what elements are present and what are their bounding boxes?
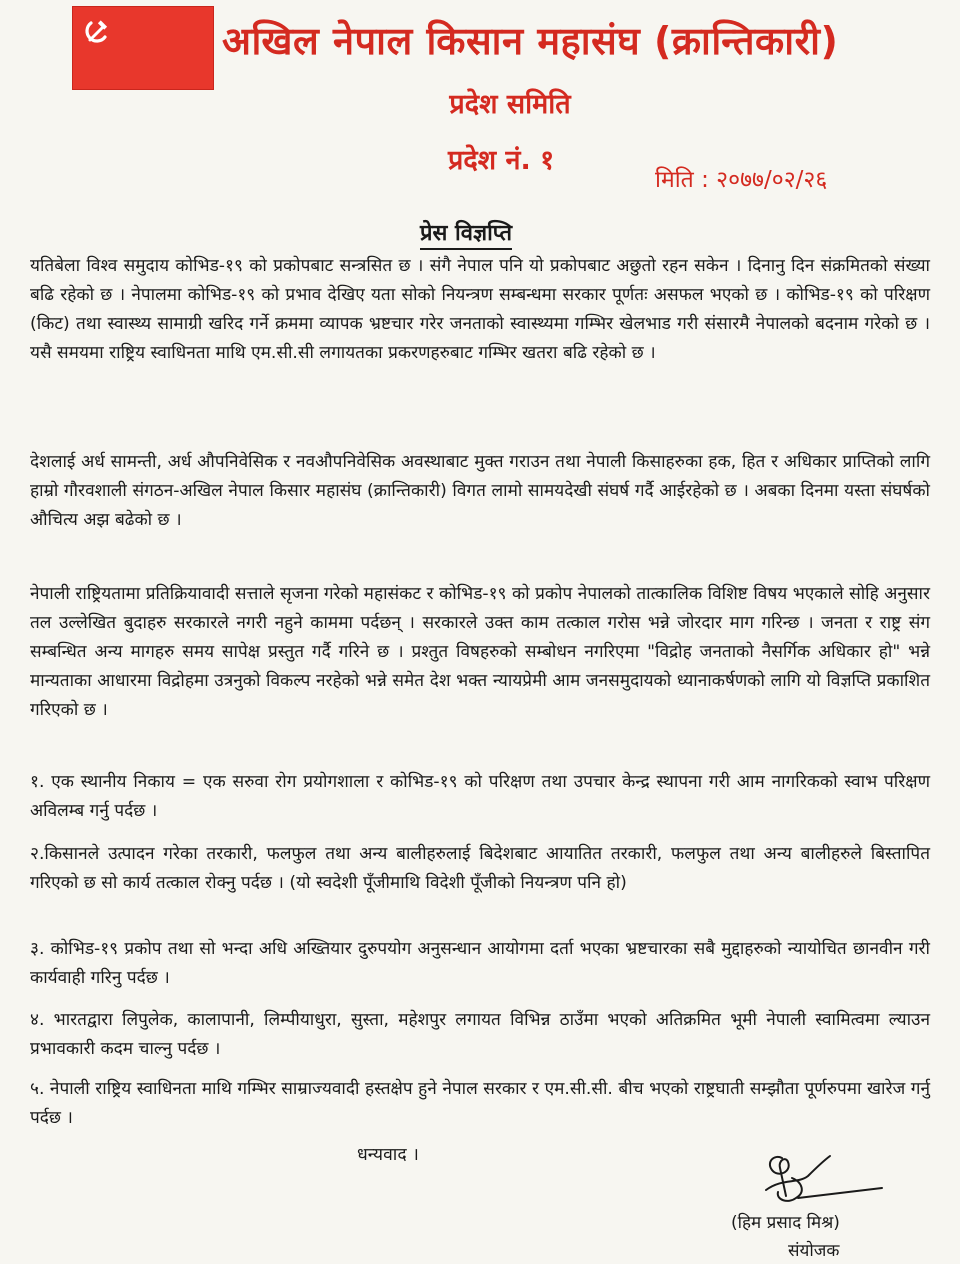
demand-item-1: १. एक स्थानीय निकाय = एक सरुवा रोग प्रयोगशाला र कोभिड-१९ को परिक्षण तथा उपचार केन्द्र स्थापना गरी आम नागरिकको स्वाभ परिक्षण अविलम्ब गर्नु पर्दछ । bbox=[30, 772, 930, 821]
date: मिति : २०७७/०२/२६ bbox=[655, 167, 828, 193]
demand-item-3: ३. कोभिड-१९ प्रकोप तथा सो भन्दा अधि अख्तियार दुरुपयोग अनुसन्धान आयोगमा दर्ता भएका भ्रष्टचारका सबै मुद्दाहरुको न्यायोचित छानवीन गरी कार्यवाही गरिनु पर्दछ । bbox=[30, 939, 930, 988]
signature-image bbox=[752, 1148, 902, 1218]
press-release-heading: प्रेस विज्ञप्ति bbox=[420, 217, 512, 250]
signer-name: (हिम प्रसाद मिश्र) bbox=[731, 1213, 840, 1233]
party-flag bbox=[72, 6, 214, 90]
paragraph-1: यतिबेला विश्व समुदाय कोभिड-१९ को प्रकोपबाट सन्त्रसित छ । संगै नेपाल पनि यो प्रकोपबाट अछुतो रहन सकेन । दिनानु दिन संक्रमितको संख्या बढि रहेको छ । नेपालमा कोभिड-१९ को प्रभाव देखिए यता सोको नियन्त्रण सम्बन्धमा सरकार पूर्णतः असफल भएको छ । कोभिड-१९ को परिक्षण (किट) तथा स्वास्थ्य सामाग्री खरिद गर्ने क्रममा व्यापक भ्रष्टचार गरेर जनताको स्वास्थ्यमा गम्भिर खेलभाड गरी संसारमै नेपालको बदनाम गरेको छ । यसै समयमा राष्ट्रिय स्वाधिनता माथि एम.सी.सी लगायतका प्रकरणहरुबाट गम्भिर खतरा बढि रहेको छ । bbox=[30, 256, 930, 363]
paragraph-3: नेपाली राष्ट्रियतामा प्रतिक्रियावादी सत्ताले सृजना गरेको महासंकट र कोभिड-१९ को प्रकोप नेपालको तात्कालिक विशिष्ट विषय भएकाले सोहि अनुसार तल उल्लेखित बुदाहरु सरकारले नगरी नहुने काममा पर्दछन् । सरकारले उक्त काम तत्काल गरोस भन्ने जोरदार माग गरिन्छ । जनता र राष्ट्र संग सम्बन्धित अन्य मागहरु समय सापेक्ष प्रस्तुत गर्दै गरिने छ । प्रश्तुत विषहरुको सम्बोधन नगरिएमा "विद्रोह जनताको नैसर्गिक अधिकार हो" भन्ने मान्यताका आधारमा विद्रोहमा उत्रनुको विकल्प नरहेको भन्ने समेत देश भक्त न्यायप्रेमी आम जनसमुदायको ध्यानाकर्षणको लागि यो विज्ञप्ति प्रकाशित गरिएको छ । bbox=[30, 584, 930, 720]
closing-thanks: धन्यवाद । bbox=[357, 1145, 419, 1165]
committee-name: प्रदेश समिति bbox=[449, 89, 571, 120]
paragraph-2: देशलाई अर्ध सामन्ती, अर्ध औपनिवेसिक र नवऔपनिवेसिक अवस्थाबाट मुक्त गराउन तथा नेपाली किसाहरुका हक, हित र अधिकार प्राप्तिको लागि हाम्रो गौरवशाली संगठन-अखिल नेपाल किसार महासंघ (क्रान्तिकारी) विगत लामो सामयदेखी संघर्ष गर्दै आईरहेको छ । अबका दिनमा यस्ता संघर्षको औचित्य अझ बढेको छ । bbox=[30, 452, 930, 530]
demand-item-4: ४. भारतद्वारा लिपुलेक, कालापानी, लिम्पीयाधुरा, सुस्ता, महेशपुर लगायत विभिन्न ठाउँमा भएको अतिक्रमित भूमी नेपाली स्वामित्वमा ल्याउन प्रभावकारी कदम चाल्नु पर्दछ । bbox=[30, 1010, 930, 1059]
demand-item-2: २.किसानले उत्पादन गरेका तरकारी, फलफुल तथा अन्य बालीहरुलाई बिदेशबाट आयातित तरकारी, फलफुल तथा अन्य बालीहरुले बिस्तापित गरिएको छ सो कार्य तत्काल रोक्नु पर्दछ । (यो स्वदेशी पूँजीमाथि विदेशी पूँजीको नियन्त्रण पनि हो) bbox=[30, 844, 930, 893]
hammer-and-sickle-icon bbox=[83, 17, 113, 47]
province-number: प्रदेश नं. १ bbox=[448, 145, 555, 176]
organization-name: अखिल नेपाल किसान महासंघ (क्रान्तिकारी) bbox=[222, 19, 839, 63]
signer-title: संयोजक bbox=[788, 1241, 840, 1261]
demand-item-5: ५. नेपाली राष्ट्रिय स्वाधिनता माथि गम्भिर साम्राज्यवादी हस्तक्षेप हुने नेपाल सरकार र एम.सी.सी. बीच भएको राष्ट्रघाती सम्झौता पूर्णरुपमा खारेज गर्नु पर्दछ । bbox=[30, 1079, 930, 1128]
